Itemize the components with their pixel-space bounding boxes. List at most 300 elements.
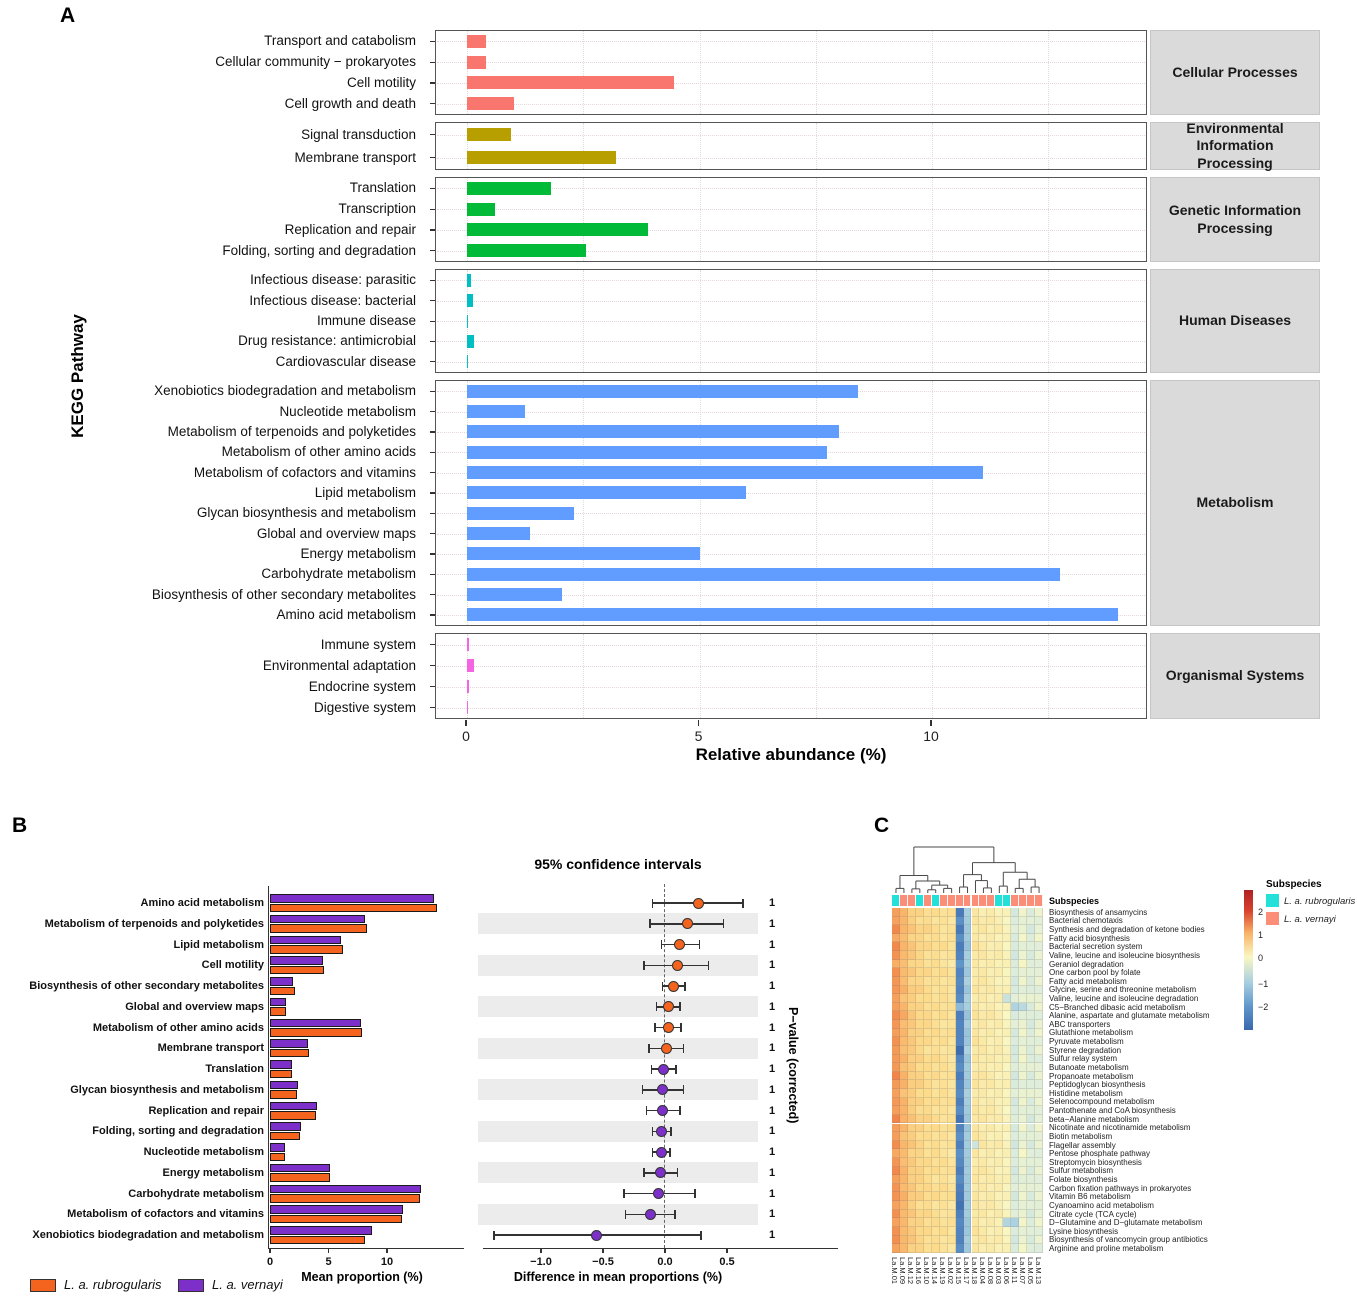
heatmap-cell	[964, 1132, 972, 1141]
heatmap-cell	[892, 1192, 900, 1201]
heatmap-cell	[1019, 1158, 1027, 1167]
heatmap-cell	[979, 1106, 987, 1115]
gridline-horizontal	[437, 666, 1145, 667]
pathway-label: Transcription	[338, 201, 416, 217]
heatmap-row-label: Sulfur metabolism	[1049, 1166, 1114, 1176]
heatmap-cell	[987, 1046, 995, 1055]
mean-bar-vernayi	[270, 1102, 317, 1111]
heatmap-cell	[979, 917, 987, 926]
heatmap-cell	[916, 908, 924, 917]
heatmap-cell	[924, 1236, 932, 1245]
ci-cap-right	[684, 982, 686, 991]
heatmap-cell	[964, 1124, 972, 1133]
heatmap-cell	[908, 1132, 916, 1141]
heatmap-cell	[979, 968, 987, 977]
heatmap-cell	[1019, 1003, 1027, 1012]
heatmap-cell	[932, 934, 940, 943]
abundance-bar	[467, 568, 1060, 581]
heatmap-cell	[987, 994, 995, 1003]
gridline-vertical	[700, 381, 701, 625]
heatmap-row-label: Lysine biosynthesis	[1049, 1226, 1119, 1236]
mean-bar-rubrogularis	[270, 1028, 362, 1037]
heatmap-cell	[900, 968, 908, 977]
abundance-bar	[467, 446, 827, 459]
heatmap-cell	[908, 1055, 916, 1064]
subspecies-annotation-cell	[1003, 895, 1011, 906]
subspecies-annotation-cell	[987, 895, 995, 906]
heatmap-cell	[987, 934, 995, 943]
heatmap-row-label: Biosynthesis of ansamycins	[1049, 907, 1148, 917]
heatmap-cell	[948, 1141, 956, 1150]
ci-cap-left	[623, 1189, 625, 1198]
heatmap-cell	[972, 1201, 980, 1210]
heatmap-cell	[932, 1210, 940, 1219]
heatmap-cell	[908, 1080, 916, 1089]
heatmap-cell	[940, 1192, 948, 1201]
gridline-vertical	[583, 381, 584, 625]
heatmap-cell	[956, 951, 964, 960]
heatmap-cell	[940, 1149, 948, 1158]
heatmap-cell	[1035, 1089, 1043, 1098]
ci-cap-right	[700, 1231, 702, 1240]
heatmap-cell	[892, 1158, 900, 1167]
heatmap-cell	[940, 1055, 948, 1064]
heatmap-cell	[948, 1184, 956, 1193]
heatmap-column-label: La.M.08	[985, 1257, 995, 1285]
gridline-vertical	[932, 381, 933, 625]
heatmap-cell	[932, 1149, 940, 1158]
heatmap-cell	[924, 1098, 932, 1107]
x-tick-label: −0.5	[592, 1256, 614, 1268]
category-label: Xenobiotics biodegradation and metabolism	[32, 1229, 264, 1241]
heatmap-cell	[1035, 960, 1043, 969]
gridline-vertical	[816, 634, 817, 718]
p-value: 1	[768, 1021, 776, 1034]
ci-cap-right	[680, 1023, 682, 1032]
heatmap-cell	[908, 1236, 916, 1245]
heatmap-cell	[964, 1055, 972, 1064]
heatmap-cell	[987, 1158, 995, 1167]
gridline-vertical	[932, 634, 933, 718]
heatmap-cell	[972, 1124, 980, 1133]
heatmap-cell	[916, 1037, 924, 1046]
heatmap-row-label: Synthesis and degradation of ketone bodies	[1049, 925, 1205, 935]
heatmap-cell	[948, 1046, 956, 1055]
heatmap-cell	[972, 1192, 980, 1201]
heatmap-cell	[908, 951, 916, 960]
y-tick	[430, 209, 435, 210]
heatmap-cell	[1035, 1072, 1043, 1081]
heatmap-cell	[900, 986, 908, 995]
y-tick	[430, 472, 435, 473]
y-tick	[430, 280, 435, 281]
heatmap-cell	[908, 1098, 916, 1107]
mean-bar-rubrogularis	[270, 904, 437, 913]
gridline-vertical	[932, 123, 933, 169]
heatmap-cell	[979, 1167, 987, 1176]
heatmap-cell	[995, 1106, 1003, 1115]
heatmap-cell	[948, 977, 956, 986]
heatmap-cell	[1035, 994, 1043, 1003]
ci-row-stripe	[478, 1038, 758, 1059]
heatmap-cell	[995, 1020, 1003, 1029]
heatmap-cell	[1003, 1192, 1011, 1201]
heatmap-cell	[924, 1020, 932, 1029]
heatmap-cell	[932, 1236, 940, 1245]
subspecies-annotation-cell	[995, 895, 1003, 906]
heatmap-cell	[1019, 986, 1027, 995]
x-tick-label: 5	[694, 728, 703, 744]
x-axis-line-right	[483, 1248, 838, 1249]
heatmap-cell	[924, 1115, 932, 1124]
heatmap-cell	[1027, 1132, 1035, 1141]
heatmap-cell	[916, 1124, 924, 1133]
p-value: 1	[768, 917, 776, 930]
heatmap-cell	[900, 1020, 908, 1029]
heatmap-column-label: La.M.05	[1025, 1257, 1035, 1285]
x-tick	[602, 1248, 603, 1253]
y-tick	[430, 62, 435, 63]
color-scale-tick-label: 1	[1258, 929, 1264, 940]
heatmap-cell	[892, 934, 900, 943]
mean-bar-rubrogularis	[270, 1070, 292, 1079]
heatmap-column-label: La.M.18	[969, 1257, 979, 1285]
heatmap-cell	[932, 1201, 940, 1210]
heatmap-cell	[1027, 1184, 1035, 1193]
heatmap-cell	[964, 1003, 972, 1012]
heatmap-cell	[1011, 1003, 1019, 1012]
heatmap-cell	[1035, 1149, 1043, 1158]
category-label: Amino acid metabolism	[140, 897, 264, 909]
dendrogram	[892, 843, 1044, 895]
subspecies-annotation-cell	[956, 895, 964, 906]
abundance-bar	[467, 466, 983, 479]
ci-dot	[656, 1126, 667, 1137]
gridline-horizontal	[437, 301, 1145, 302]
pathway-label: Metabolism of terpenoids and polyketides	[167, 423, 416, 439]
heatmap-cell	[892, 1020, 900, 1029]
abundance-bar	[467, 151, 616, 164]
heatmap-cell	[987, 1098, 995, 1107]
subspecies-annotation-cell	[948, 895, 956, 906]
color-scale-tick-label: 2	[1258, 906, 1264, 917]
gridline-horizontal	[437, 362, 1145, 363]
heatmap-color-scale	[1244, 890, 1253, 1030]
heatmap-cell	[908, 1244, 916, 1253]
heatmap-cell	[900, 1011, 908, 1020]
gridline-horizontal	[437, 280, 1145, 281]
heatmap-cell	[948, 1080, 956, 1089]
heatmap-cell	[1019, 1210, 1027, 1219]
heatmap-cell	[900, 1098, 908, 1107]
heatmap-cell	[956, 1037, 964, 1046]
heatmap-cell	[1011, 908, 1019, 917]
heatmap-cell	[924, 1184, 932, 1193]
heatmap-cell	[892, 1124, 900, 1133]
y-tick	[430, 553, 435, 554]
y-tick	[430, 300, 435, 301]
pathway-label: Signal transduction	[301, 126, 416, 142]
heatmap-cell	[956, 1201, 964, 1210]
heatmap-cell	[1003, 968, 1011, 977]
heatmap-cell	[995, 994, 1003, 1003]
heatmap-cell	[892, 1055, 900, 1064]
facet-strip-label: Genetic Information Processing	[1150, 177, 1320, 262]
heatmap-row-label: Fatty acid biosynthesis	[1049, 933, 1130, 943]
legend-swatch-rubrogularis	[30, 1279, 56, 1292]
heatmap-cell	[940, 1089, 948, 1098]
heatmap-cell	[995, 1132, 1003, 1141]
ci-row-stripe	[478, 1121, 758, 1142]
heatmap-cell	[995, 977, 1003, 986]
heatmap-cell	[900, 1167, 908, 1176]
heatmap-cell	[924, 1244, 932, 1253]
heatmap-cell	[1011, 986, 1019, 995]
ci-cap-left	[493, 1231, 495, 1240]
heatmap-cell	[1003, 1046, 1011, 1055]
heatmap-cell	[900, 1236, 908, 1245]
heatmap-cell	[956, 1192, 964, 1201]
x-tick	[698, 720, 700, 726]
heatmap-cell	[1003, 934, 1011, 943]
heatmap-cell	[908, 917, 916, 926]
heatmap-cell	[1003, 1029, 1011, 1038]
heatmap-cell	[987, 986, 995, 995]
mean-bar-vernayi	[270, 1122, 301, 1131]
heatmap-row-label: Arginine and proline metabolism	[1049, 1243, 1164, 1253]
heatmap-cell	[979, 1218, 987, 1227]
heatmap-cell	[987, 1063, 995, 1072]
y-tick	[430, 686, 435, 687]
heatmap-cell	[892, 1029, 900, 1038]
heatmap-cell	[972, 934, 980, 943]
heatmap-cell	[908, 1149, 916, 1158]
mean-bar-vernayi	[270, 1060, 292, 1069]
heatmap-cell	[964, 1098, 972, 1107]
heatmap-cell	[932, 942, 940, 951]
heatmap-cell	[972, 1106, 980, 1115]
ci-dot	[657, 1105, 668, 1116]
heatmap-cell	[972, 1218, 980, 1227]
heatmap-cell	[1003, 1080, 1011, 1089]
heatmap-cell	[1019, 1184, 1027, 1193]
heatmap-cell	[924, 934, 932, 943]
facet-plot-box	[435, 30, 1147, 115]
heatmap-cell	[932, 977, 940, 986]
heatmap-cell	[1035, 1175, 1043, 1184]
heatmap-cell	[1027, 1124, 1035, 1133]
p-value: 1	[768, 897, 776, 909]
heatmap-cell	[900, 934, 908, 943]
heatmap-cell	[979, 1149, 987, 1158]
ci-cap-left	[652, 899, 654, 908]
ci-cap-left	[649, 919, 651, 928]
heatmap-cell	[995, 1029, 1003, 1038]
heatmap-cell	[1019, 1046, 1027, 1055]
heatmap-cell	[916, 1201, 924, 1210]
gridline-horizontal	[437, 687, 1145, 688]
heatmap-cell	[1027, 951, 1035, 960]
heatmap-cell	[987, 1184, 995, 1193]
ci-cap-left	[642, 1085, 644, 1094]
heatmap-cell	[1003, 1227, 1011, 1236]
heatmap-cell	[892, 942, 900, 951]
heatmap-cell	[924, 1192, 932, 1201]
heatmap-row-label: Folate biosynthesis	[1049, 1175, 1118, 1185]
heatmap-cell	[1027, 994, 1035, 1003]
heatmap-column-label: La.M.12	[906, 1257, 916, 1285]
heatmap-cell	[972, 968, 980, 977]
heatmap-cell	[948, 1149, 956, 1158]
heatmap-cell	[1011, 968, 1019, 977]
heatmap-cell	[1003, 1011, 1011, 1020]
mean-bar-vernayi	[270, 1205, 403, 1214]
gridline-vertical	[816, 123, 817, 169]
category-label: Energy metabolism	[162, 1166, 264, 1179]
heatmap-row-label: Glycine, serine and threonine metabolism	[1049, 985, 1197, 995]
heatmap-cell	[956, 1210, 964, 1219]
heatmap-cell	[948, 1072, 956, 1081]
heatmap-cell	[908, 1167, 916, 1176]
heatmap-cell	[1011, 1055, 1019, 1064]
heatmap-cell	[940, 1003, 948, 1012]
heatmap-cell	[987, 908, 995, 917]
subspecies-annotation-cell	[908, 895, 916, 906]
heatmap-cell	[1011, 1158, 1019, 1167]
heatmap-cell	[979, 1132, 987, 1141]
heatmap-cell	[932, 1063, 940, 1072]
pathway-label: Translation	[349, 180, 416, 196]
ci-cap-left	[643, 961, 645, 970]
heatmap-cell	[932, 908, 940, 917]
ci-row-stripe	[478, 996, 758, 1017]
heatmap-cell	[924, 917, 932, 926]
heatmap-cell	[908, 1175, 916, 1184]
heatmap-cell	[1027, 960, 1035, 969]
heatmap-cell	[948, 1011, 956, 1020]
heatmap-cell	[972, 1167, 980, 1176]
heatmap-row-label: Flagellar assembly	[1049, 1140, 1116, 1150]
heatmap-cell	[892, 1072, 900, 1081]
heatmap-cell	[1019, 1098, 1027, 1107]
heatmap-cell	[964, 1072, 972, 1081]
heatmap-cell	[972, 1115, 980, 1124]
heatmap-cell	[908, 1158, 916, 1167]
heatmap-cell	[972, 925, 980, 934]
heatmap-cell	[956, 1132, 964, 1141]
heatmap-cell	[924, 1055, 932, 1064]
heatmap-cell	[948, 1003, 956, 1012]
heatmap-cell	[940, 1080, 948, 1089]
heatmap-cell	[908, 1184, 916, 1193]
heatmap-cell	[900, 1218, 908, 1227]
ci-cap-left	[662, 982, 664, 991]
heatmap-cell	[979, 1063, 987, 1072]
category-label: Carbohydrate metabolism	[128, 1187, 264, 1200]
heatmap-cell	[964, 1184, 972, 1193]
heatmap-cell	[892, 1132, 900, 1141]
heatmap-cell	[987, 1175, 995, 1184]
y-tick	[430, 431, 435, 432]
heatmap-cell	[924, 1227, 932, 1236]
y-tick	[430, 361, 435, 362]
heatmap-cell	[900, 942, 908, 951]
heatmap-cell	[1003, 1106, 1011, 1115]
heatmap-row-label: Cyanoamino acid metabolism	[1049, 1200, 1154, 1210]
heatmap-cell	[979, 986, 987, 995]
heatmap-cell	[1027, 1020, 1035, 1029]
heatmap-cell	[940, 1029, 948, 1038]
panel-c-label: C	[874, 814, 890, 837]
heatmap-cell	[892, 1046, 900, 1055]
y-tick	[430, 134, 435, 135]
heatmap-cell	[1027, 1175, 1035, 1184]
gridline-horizontal	[437, 412, 1145, 413]
heatmap-cell	[1035, 917, 1043, 926]
category-label: Glycan biosynthesis and metabolism	[70, 1083, 264, 1096]
subspecies-annotation-cell	[892, 895, 900, 906]
heatmap-cell	[1035, 1115, 1043, 1124]
panel-b-label: B	[12, 814, 28, 837]
heatmap-row-label: Glutathione metabolism	[1049, 1028, 1134, 1038]
y-tick	[430, 103, 435, 104]
mean-bar-rubrogularis	[270, 1215, 402, 1224]
heatmap-cell	[1027, 1037, 1035, 1046]
y-tick	[430, 533, 435, 534]
heatmap-cell	[908, 1029, 916, 1038]
heatmap-cell	[972, 977, 980, 986]
heatmap-cell	[900, 1055, 908, 1064]
heatmap-cell	[924, 960, 932, 969]
pathway-label: Nucleotide metabolism	[279, 403, 416, 419]
heatmap-cell	[900, 1149, 908, 1158]
heatmap-cell	[964, 908, 972, 917]
heatmap-cell	[900, 1124, 908, 1133]
mean-bar-rubrogularis	[270, 1153, 285, 1162]
heatmap-cell	[987, 925, 995, 934]
facet-strip-label: Organismal Systems	[1150, 633, 1320, 719]
heatmap-cell	[995, 1080, 1003, 1089]
heatmap-cell	[1003, 1158, 1011, 1167]
heatmap-cell	[924, 925, 932, 934]
heatmap-cell	[995, 1236, 1003, 1245]
heatmap-cell	[916, 925, 924, 934]
facet-plot-box	[435, 380, 1147, 626]
heatmap-cell	[948, 925, 956, 934]
heatmap-cell	[900, 1175, 908, 1184]
heatmap-cell	[892, 1149, 900, 1158]
heatmap-cell	[964, 1011, 972, 1020]
heatmap-cell	[1027, 1244, 1035, 1253]
heatmap-row-label: Biosynthesis of vancomycin group antibiotics	[1049, 1235, 1208, 1245]
mean-bar-vernayi	[270, 1226, 372, 1235]
heatmap-cell	[924, 1218, 932, 1227]
heatmap-cell	[1019, 1124, 1027, 1133]
heatmap-cell	[924, 1029, 932, 1038]
heatmap-cell	[979, 1124, 987, 1133]
heatmap-cell	[932, 960, 940, 969]
heatmap-cell	[972, 1046, 980, 1055]
heatmap-cell	[940, 1175, 948, 1184]
heatmap-cell	[987, 1020, 995, 1029]
abundance-bar	[467, 405, 525, 418]
facet-strip-label: Environmental Information Processing	[1150, 122, 1320, 170]
heatmap-column-label: La.M.19	[938, 1257, 948, 1285]
heatmap-cell	[964, 1158, 972, 1167]
pathway-label: Carbohydrate metabolism	[261, 566, 416, 582]
heatmap-cell	[924, 1106, 932, 1115]
x-tick	[664, 1248, 665, 1253]
